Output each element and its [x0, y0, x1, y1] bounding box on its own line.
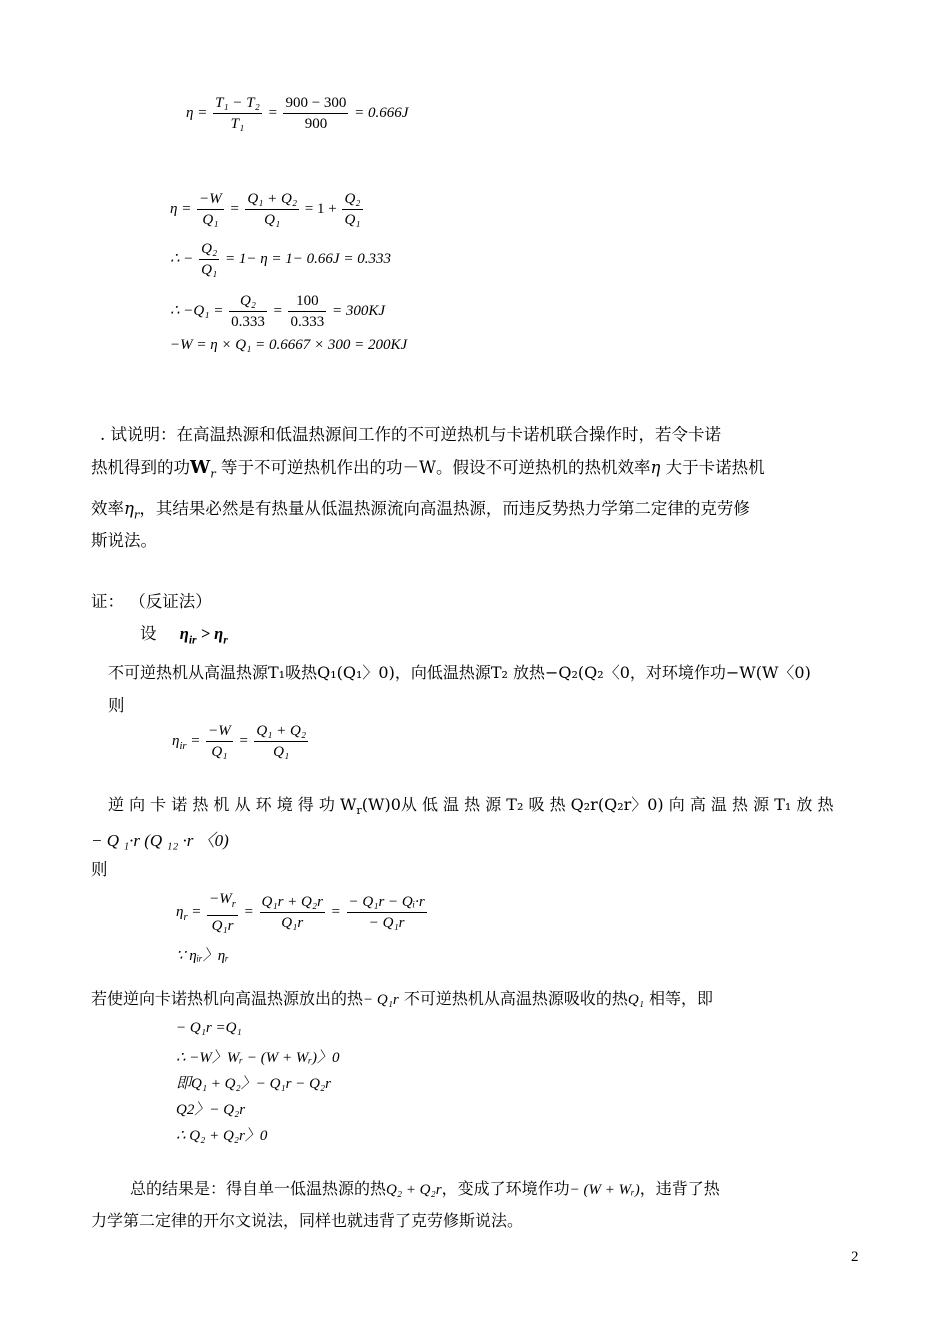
eq-block-line-2: ∴ − $\frac{\text{Q₂}}{\text{Q₁}}$ = 1− η = 1− 0.66J = 0.333	[170, 241, 391, 278]
fraction: $\frac{\text{Q₂}}{0.333}$	[231, 293, 265, 330]
summary-line-1: 总的结果是：得自单一低温热源的热Q₂ + Q₂r，变成了环境作功− (W + Wᵣ)，违背了热	[130, 1179, 720, 1198]
fraction: $\frac{-W}{\text{Q₁}}$	[199, 191, 222, 228]
question-line-1: . 试说明：在高温热源和低温热源间工作的不可逆热机与卡诺机联合操作时，若令卡诺	[100, 425, 721, 444]
condition-2: ∴ −W〉Wᵣ − (W + Wᵣ)〉0	[176, 1050, 340, 1066]
proof-then-2: 则	[91, 860, 108, 879]
eq-lhs: η =	[186, 104, 208, 121]
eq-efficiency-temperature: η = $\frac{\text{T₁ − T₂}}{\text{T₁}}$ = $\frac{900 - 300}{900}$ = 0.666J	[186, 95, 409, 132]
condition-4: Q2〉− Q₂r	[176, 1102, 246, 1118]
proof-paragraph-3: 若使逆向卡诺热机向高温热源放出的热− Q₁r 不可逆热机从高温热源吸收的热Q₁ 相等，即	[91, 989, 714, 1008]
eq-efficiency-reversible: $\eta_r$ = $\frac{-W_r}{\text{Q₁r}}$ = $\frac{\text{Q₁r + Q₂r}}{\text{Q₁r}}$ = $\frac{\text{− Q₁r − Qᵢ·r}}{\text{− Q₁r}}$	[176, 891, 425, 934]
summary-line-2: 力学第二定律的开尔文说法，同样也就违背了克劳修斯说法。	[91, 1211, 524, 1230]
condition-1: − Q₁r =Q₁	[176, 1020, 242, 1036]
fraction: $\frac{\text{− Q₁r − Qᵢ·r}}{\text{− Q₁r}}$	[348, 894, 425, 931]
eq-block-line-3: ∴ −Q₁ = $\frac{\text{Q₂}}{0.333}$ = $\frac{100}{0.333}$ = 300KJ	[170, 293, 386, 330]
eq-block-line-4: −W = η × Q₁ = 0.6667 × 300 = 200KJ	[170, 337, 408, 353]
eq-block-line-1: η = $\frac{-W}{\text{Q₁}}$ = $\frac{\text{Q₁ + Q₂}}{\text{Q₁}}$ = 1 + $\frac{\text{Q₂}}{\text{Q₁}}$	[170, 191, 361, 228]
eq-result: = 0.666J	[354, 104, 409, 121]
proof-paragraph-2-cont: − Q ₁·r (Q ₁₂ ·r 〈0)	[91, 831, 229, 850]
fraction: $\frac{-W_r}{\text{Q₁r}}$	[209, 891, 236, 934]
fraction: $\frac{900 - 300}{900}$	[285, 95, 347, 132]
eq-efficiency-irreversible: $\eta_{ir}$ = $\frac{-W}{\text{Q₁}}$ = $\frac{\text{Q₁ + Q₂}}{\text{Q₁}}$	[172, 723, 307, 760]
proof-assumption: 设 $\eta_{ir} > \eta_r$	[140, 624, 228, 647]
fraction: $\frac{-W}{\text{Q₁}}$	[208, 723, 231, 760]
condition-3: 即Q₁ + Q₂〉− Q₁r − Q₂r	[176, 1076, 331, 1092]
eq-because: ∵ ηᵢᵣ〉ηᵣ	[176, 948, 229, 964]
fraction: $\frac{\text{Q₁r + Q₂r}}{\text{Q₁r}}$	[261, 894, 323, 931]
question-line-4: 斯说法。	[91, 531, 157, 550]
fraction: $\frac{\text{T₁ − T₂}}{\text{T₁}}$	[215, 95, 260, 132]
question-line-2: 热机得到的功$W_r$ 等于不可逆热机作出的功－W。假设不可逆热机的热机效率η 大于卡诺热机	[91, 457, 765, 481]
fraction: $\frac{\text{Q₂}}{\text{Q₁}}$	[344, 191, 361, 228]
fraction: $\frac{\text{Q₂}}{\text{Q₁}}$	[201, 241, 218, 278]
fraction: $\frac{\text{Q₁ + Q₂}}{\text{Q₁}}$	[247, 191, 298, 228]
page-number: 2	[851, 1249, 859, 1265]
proof-heading: 证： （反证法）	[91, 592, 212, 611]
condition-5: ∴ Q₂ + Q₂r〉0	[176, 1128, 268, 1144]
fraction: $\frac{\text{Q₁ + Q₂}}{\text{Q₁}}$	[256, 723, 307, 760]
question-line-3: 效率$\eta_r$，其结果必然是有热量从低温热源流向高温热源，而违反势热力学第二定律的克劳修	[91, 499, 750, 522]
fraction: $\frac{100}{0.333}$	[290, 293, 325, 330]
proof-then-1: 则	[108, 696, 125, 715]
proof-paragraph-2: 逆 向 卡 诺 热 机 从 环 境 得 功 $W_r(W)0$从 低 温 热 源 T₂ 吸 热 Q₂r(Q₂r〉0) 向 高 温 热 源 T₁ 放 热	[108, 795, 834, 818]
proof-paragraph-1: 不可逆热机从高温热源T₁吸热Q₁(Q₁〉0)，向低温热源T₂ 放热−Q₂(Q₂〈0，对环境作功−W(W〈0)	[108, 663, 811, 682]
